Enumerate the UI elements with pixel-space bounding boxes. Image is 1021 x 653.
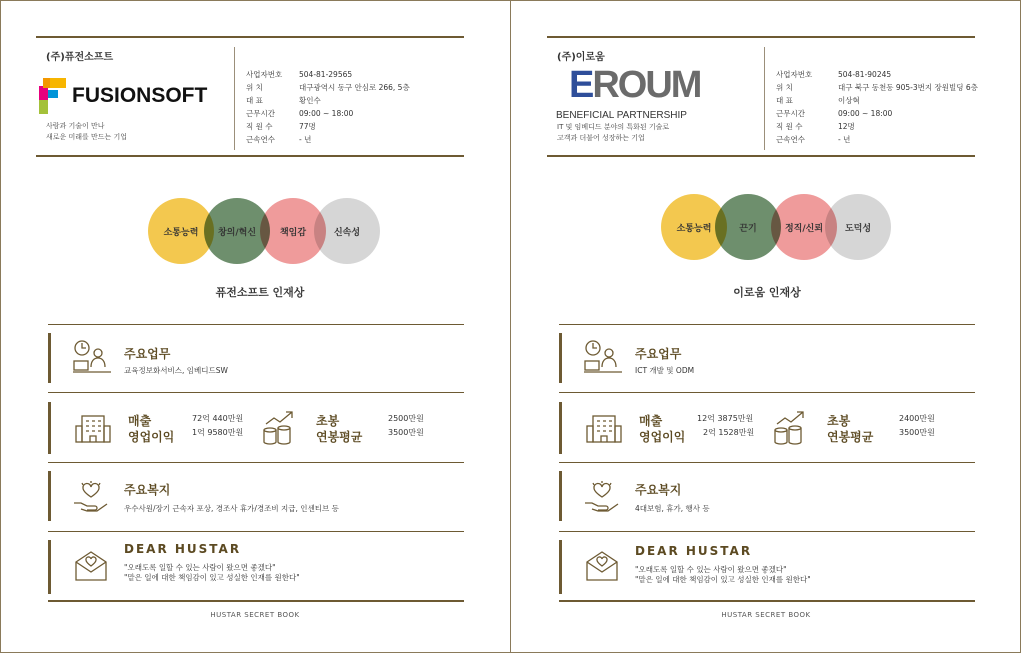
info-key: 사업자번호 <box>246 70 283 79</box>
footer: HUSTAR SECRET BOOK <box>210 611 300 619</box>
slogan-line-1: 사람과 기술이 만나 <box>46 122 105 130</box>
sales-value: 12억 3875만원 <box>697 414 754 423</box>
top-rule <box>36 36 464 38</box>
sales-label: 매출 <box>128 414 152 428</box>
value-circle: 소통능력 <box>148 198 214 264</box>
page-fusionsoft <box>0 0 510 653</box>
heart-hand-icon <box>72 479 110 513</box>
sales-value: 72억 440만원 <box>192 414 244 423</box>
work-section <box>48 333 464 383</box>
rule <box>48 392 464 393</box>
welfare-section <box>559 471 975 521</box>
starting-salary-label: 초봉 <box>316 414 340 428</box>
starting-salary-label: 초봉 <box>827 414 851 428</box>
info-key: 근무시간 <box>776 109 805 118</box>
info-key: 근무시간 <box>246 109 275 118</box>
info-value: 09:00 ~ 18:00 <box>299 109 354 118</box>
finance-section <box>48 402 464 454</box>
top-rule <box>547 36 975 38</box>
page-eroum <box>511 0 1021 653</box>
coins-growth-icon <box>262 408 298 446</box>
value-circle: 소통능력 <box>661 194 727 260</box>
avg-salary-value: 3500만원 <box>388 428 424 437</box>
value-circle: 창의/혁신 <box>204 198 270 264</box>
info-key: 대 표 <box>776 96 793 105</box>
company-info <box>246 68 410 146</box>
section-bar <box>48 540 51 594</box>
info-key: 대 표 <box>246 96 263 105</box>
info-value: 대구 북구 동천동 905-3번지 장원빌딩 6층 <box>838 83 978 92</box>
company-info <box>776 68 978 146</box>
building-icon <box>74 412 112 444</box>
company-name: (주)이로움 <box>557 52 605 63</box>
header-bottom-rule <box>36 155 464 157</box>
info-key: 직 원 수 <box>246 122 273 131</box>
section-bar <box>48 471 51 521</box>
work-label: 주요업무 <box>124 347 171 361</box>
slogan-line-2: 고객과 더불어 성장하는 기업 <box>557 134 645 142</box>
welfare-section <box>48 471 464 521</box>
info-value: - 년 <box>299 135 312 144</box>
love-letter-icon <box>585 550 619 582</box>
rule <box>559 462 975 463</box>
quote-1: "오래도록 일할 수 있는 사람이 왔으면 좋겠다" <box>635 565 787 574</box>
avg-salary-label: 연봉평균 <box>827 430 874 444</box>
values-title: 이로움 인재상 <box>733 286 801 299</box>
section-bar <box>559 402 562 454</box>
rule <box>48 531 464 532</box>
info-key: 직 원 수 <box>776 122 803 131</box>
work-section <box>559 333 975 383</box>
starting-salary-value: 2500만원 <box>388 414 424 423</box>
header-separator <box>234 47 235 150</box>
dear-section <box>559 540 975 594</box>
info-value: 이상혁 <box>838 96 860 105</box>
avg-salary-value: 3500만원 <box>899 428 935 437</box>
logo-wordmark: FUSIONSOFT <box>72 84 208 107</box>
profit-value: 2억 1528만원 <box>703 428 755 437</box>
profit-value: 1억 9580만원 <box>192 428 244 437</box>
building-icon <box>585 412 623 444</box>
info-key: 사업자번호 <box>776 70 813 79</box>
value-circle: 신속성 <box>314 198 380 264</box>
slogan-line-2: 새로운 미래를 만드는 기업 <box>46 133 128 141</box>
profit-label: 영업이익 <box>128 430 175 444</box>
info-value: 대구광역시 동구 안심로 266, 5층 <box>299 83 410 92</box>
dear-hustar-label: DEAR HUSTAR <box>635 544 753 558</box>
header-bottom-rule <box>547 155 975 157</box>
section-bar <box>48 333 51 383</box>
values-diagram <box>148 198 380 266</box>
values-title: 퓨전소프트 인재상 <box>215 286 305 299</box>
value-circle: 책임감 <box>260 198 326 264</box>
love-letter-icon <box>74 550 108 582</box>
starting-salary-value: 2400만원 <box>899 414 935 423</box>
rule <box>48 462 464 463</box>
company-name: (주)퓨전소프트 <box>46 52 114 63</box>
quote-1: "오래도록 일할 수 있는 사람이 왔으면 좋겠다" <box>124 563 276 572</box>
heart-hand-icon <box>583 479 621 513</box>
coins-growth-icon <box>773 408 809 446</box>
welfare-label: 주요복지 <box>635 483 682 497</box>
dear-section <box>48 540 464 594</box>
slogan <box>557 122 669 144</box>
logo-subtitle: BENEFICIAL PARTNERSHIP <box>556 110 687 121</box>
section-bar <box>48 402 51 454</box>
section-bar <box>559 471 562 521</box>
bottom-rule <box>48 600 464 602</box>
info-value: 09:00 ~ 18:00 <box>838 109 893 118</box>
info-value: 504-81-90245 <box>838 70 892 79</box>
rule <box>559 392 975 393</box>
slogan <box>46 121 127 143</box>
bottom-rule <box>559 600 975 602</box>
values-diagram <box>661 194 893 262</box>
rule <box>559 531 975 532</box>
sales-label: 매출 <box>639 414 663 428</box>
info-key: 위 치 <box>776 83 793 92</box>
info-value: 504-81-29565 <box>299 70 353 79</box>
welfare-label: 주요복지 <box>124 483 171 497</box>
welfare-text: 4대보험, 휴가, 행사 등 <box>635 504 710 513</box>
logo-letters: ROUM <box>592 64 701 106</box>
info-value: - 년 <box>838 135 851 144</box>
office-worker-icon <box>583 339 623 375</box>
value-circle: 도덕성 <box>825 194 891 260</box>
footer: HUSTAR SECRET BOOK <box>721 611 811 619</box>
value-circle: 정직/신뢰 <box>771 194 837 260</box>
fusionsoft-logo <box>36 76 226 116</box>
info-value: 77명 <box>299 122 316 131</box>
rule <box>559 324 975 325</box>
info-value: 황인수 <box>299 96 321 105</box>
office-worker-icon <box>72 339 112 375</box>
work-text: 교육정보화서비스, 임베디드SW <box>124 366 228 375</box>
slogan-line-1: IT 및 임베디드 분야의 특화된 기술로 <box>557 123 670 131</box>
quote-2: "맡은 일에 대한 책임감이 있고 성실한 인재를 원한다" <box>635 575 811 584</box>
quote-2: "맡은 일에 대한 책임감이 있고 성실한 인재를 원한다" <box>124 573 300 582</box>
work-label: 주요업무 <box>635 347 682 361</box>
fusionsoft-mark-icon <box>36 76 70 116</box>
eroum-logo <box>569 66 700 104</box>
info-value: 12명 <box>838 122 855 131</box>
value-circle: 끈기 <box>715 194 781 260</box>
header-separator <box>764 47 765 150</box>
finance-section <box>559 402 975 454</box>
logo-letter-e: E <box>569 64 593 106</box>
welfare-text: 우수사원/장기 근속자 포상, 경조사 휴가/경조비 지급, 인센티브 등 <box>124 504 339 513</box>
info-key: 근속연수 <box>246 135 275 144</box>
avg-salary-label: 연봉평균 <box>316 430 363 444</box>
info-key: 근속연수 <box>776 135 805 144</box>
profit-label: 영업이익 <box>639 430 686 444</box>
section-bar <box>559 540 562 594</box>
section-bar <box>559 333 562 383</box>
dear-hustar-label: DEAR HUSTAR <box>124 542 242 556</box>
rule <box>48 324 464 325</box>
work-text: ICT 개발 및 ODM <box>635 366 695 375</box>
info-key: 위 치 <box>246 83 263 92</box>
